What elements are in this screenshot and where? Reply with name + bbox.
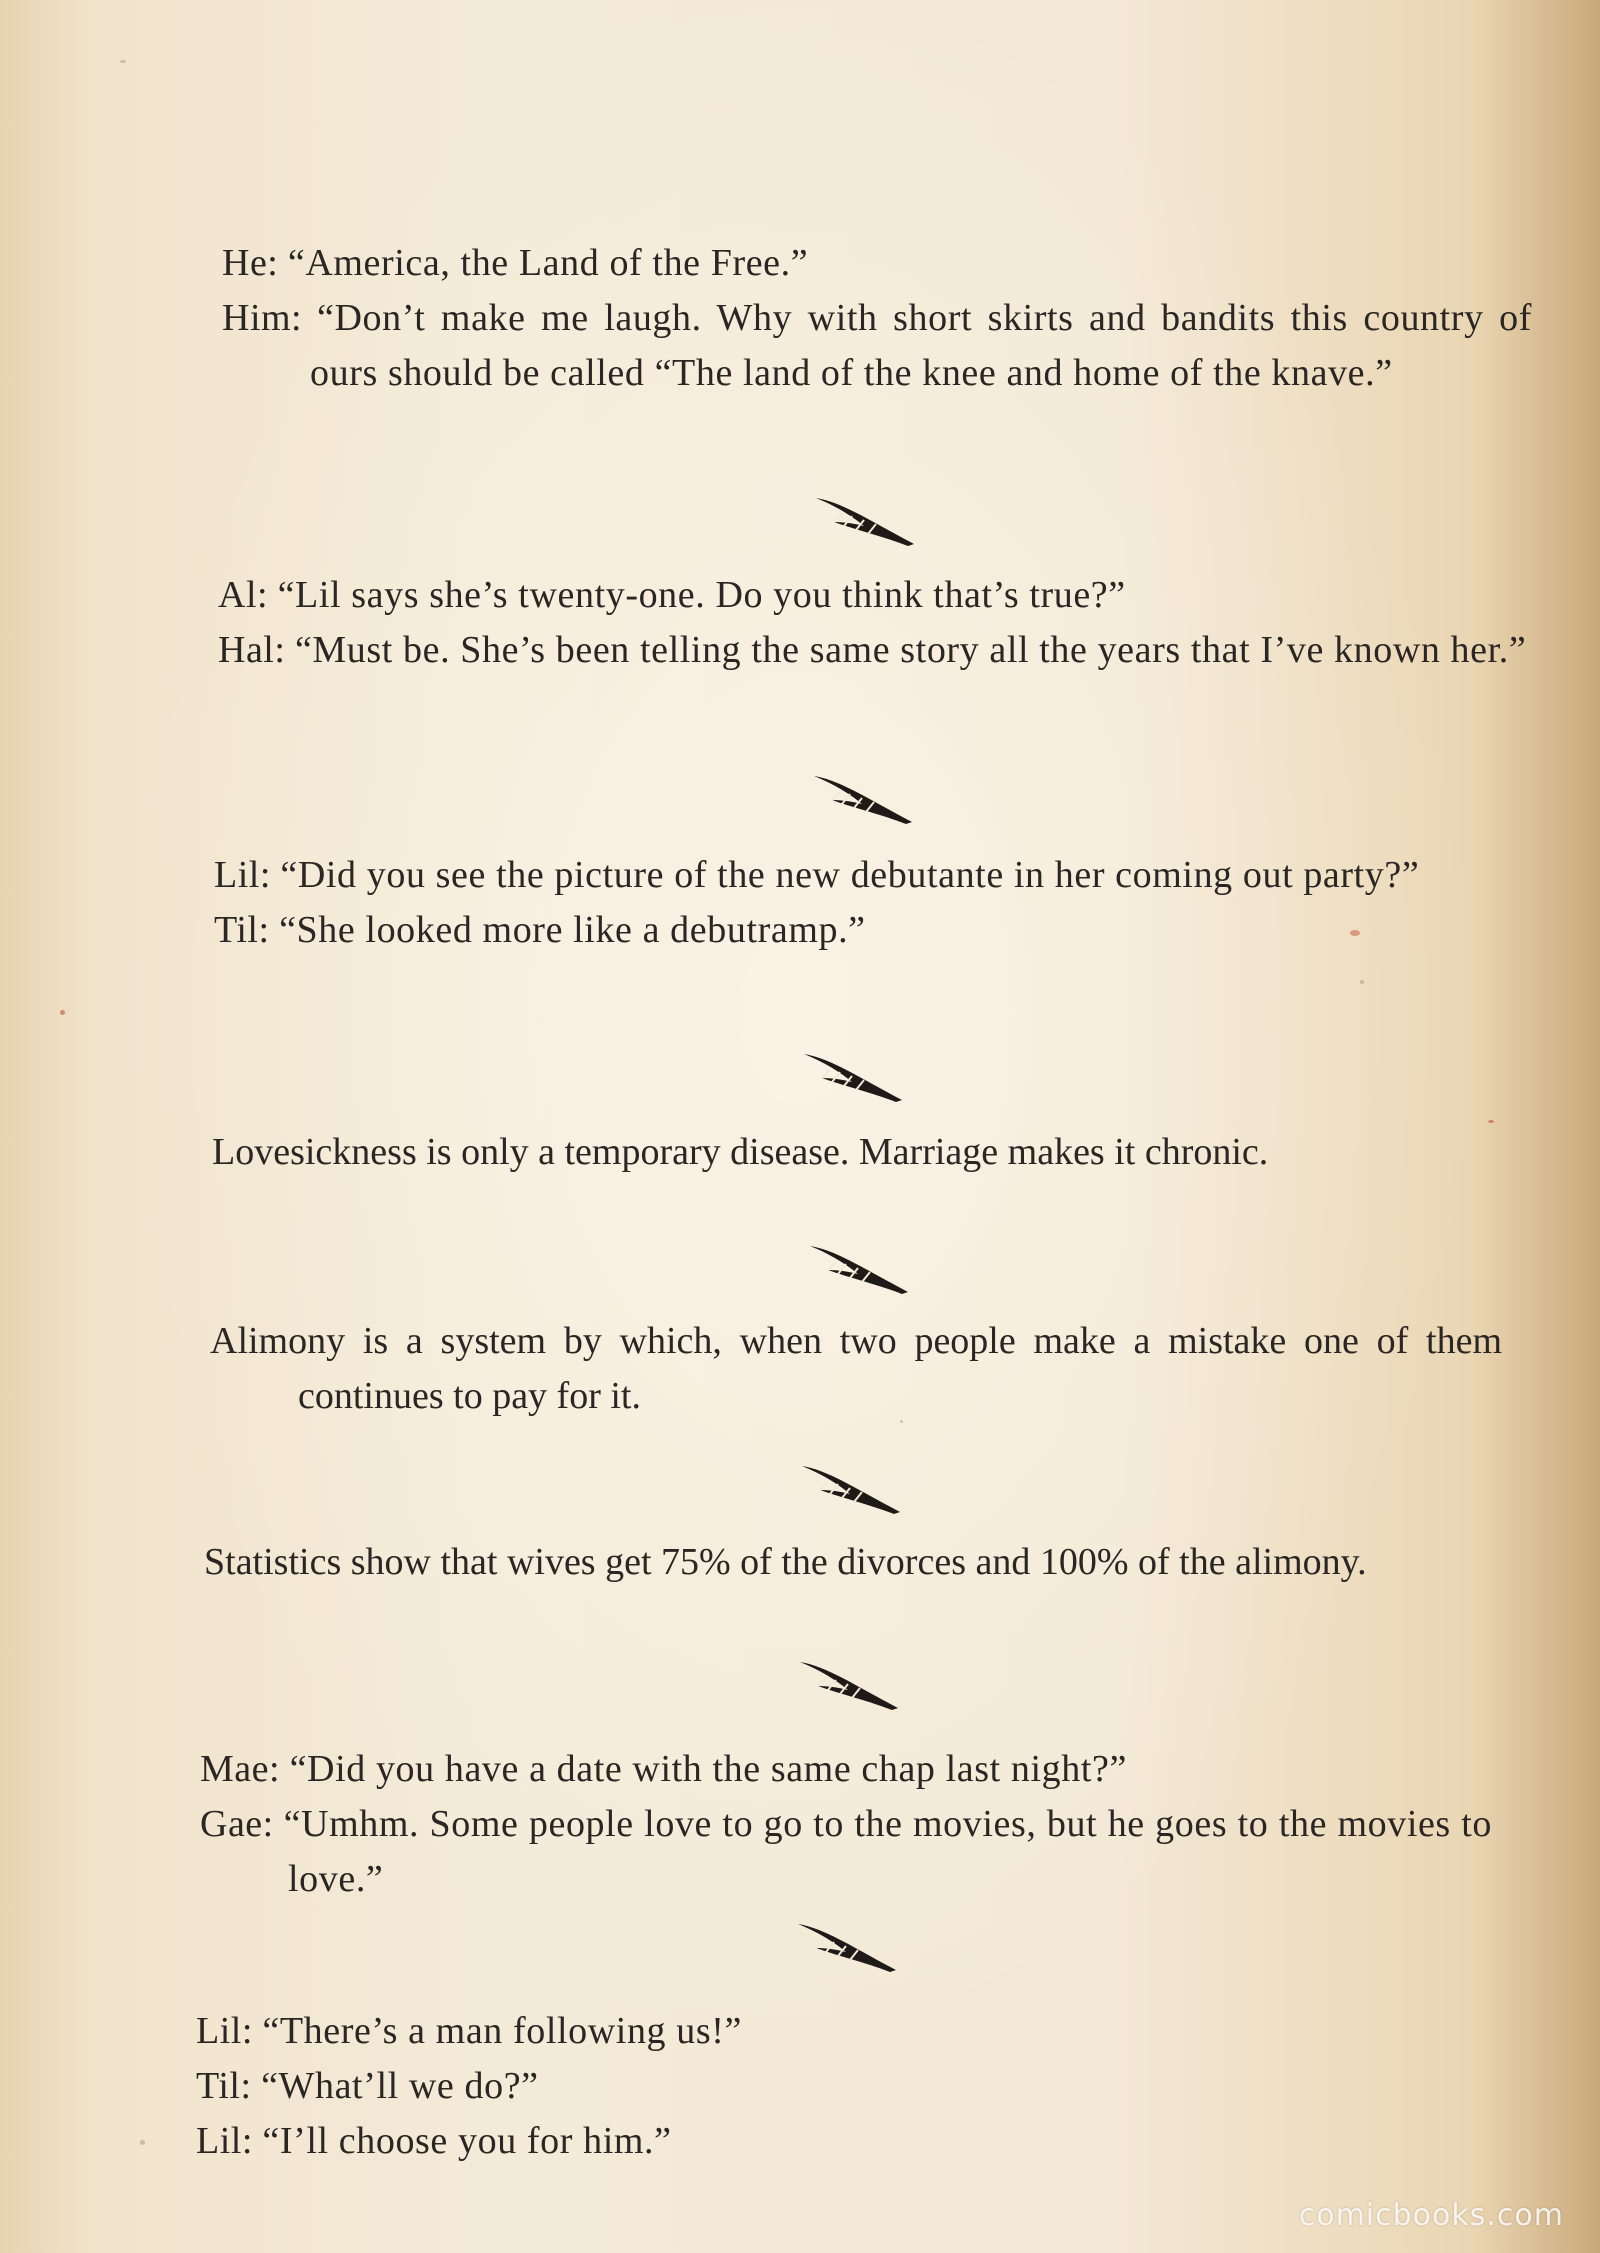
speaker-name: He: — [222, 242, 279, 284]
paragraph-text: Statistics show that wives get 75% of the divorces and 100% of the alimony. — [204, 1541, 1367, 1583]
speaker-name: Til: — [196, 2065, 252, 2107]
paragraph-text: Lovesickness is only a temporary disease. Marriage makes it chronic. — [212, 1131, 1269, 1173]
dialogue-line — [200, 1797, 1492, 1907]
dialogue-line — [222, 236, 1532, 291]
speaker-name: Lil: — [196, 2010, 253, 2052]
dialogue-line — [196, 2004, 1492, 2059]
quill-flourish-icon — [810, 770, 920, 830]
speaker-name: Him: — [222, 297, 303, 339]
quill-flourish-icon — [794, 1918, 904, 1978]
dialogue-text: “Must be. She’s been telling the same story all the years that I’ve known her.” — [294, 629, 1527, 671]
dialogue-line — [222, 291, 1532, 401]
quill-flourish-icon — [796, 1656, 906, 1716]
dialogue-line — [218, 623, 1528, 678]
speaker-name: Lil: — [196, 2120, 253, 2162]
paper-speck — [140, 2140, 145, 2145]
speaker-name: Lil: — [214, 854, 271, 896]
dialogue-line — [200, 1742, 1492, 1797]
paper-speck — [1488, 1120, 1494, 1123]
dialogue-text: “I’ll choose you for him.” — [262, 2120, 672, 2162]
dialogue-text: “Lil says she’s twenty-one. Do you think that’s true?” — [277, 574, 1126, 616]
dialogue-text: “Did you have a date with the same chap last night?” — [289, 1748, 1127, 1790]
dialogue-text: “What’ll we do?” — [261, 2065, 539, 2107]
paragraph-text: Alimony is a system by which, when two people make a mistake one of them continues to pay for it. — [210, 1320, 1502, 1417]
dialogue-line — [196, 2059, 1492, 2114]
dialogue-line — [196, 2114, 1492, 2169]
joke-dialogue — [222, 236, 1532, 401]
joke-paragraph — [210, 1314, 1502, 1424]
speaker-name: Hal: — [218, 629, 286, 671]
paper-speck — [60, 1010, 65, 1015]
joke-paragraph — [204, 1535, 1502, 1590]
dialogue-text: “Umhm. Some people love to go to the movies, but he goes to the movies to love.” — [283, 1803, 1492, 1900]
dialogue-text: “America, the Land of the Free.” — [287, 242, 809, 284]
dialogue-line — [214, 903, 1524, 958]
paper-speck — [120, 60, 126, 63]
dialogue-text: “Did you see the picture of the new debutante in her coming out party?” — [280, 854, 1420, 896]
joke-dialogue — [200, 1742, 1492, 1907]
dialogue-text: “There’s a man following us!” — [262, 2010, 742, 2052]
speaker-name: Til: — [214, 909, 270, 951]
joke-dialogue — [196, 2004, 1492, 2169]
joke-dialogue — [214, 848, 1524, 958]
dialogue-text: “She looked more like a debutramp.” — [279, 909, 866, 951]
quill-flourish-icon — [800, 1048, 910, 1108]
speaker-name: Mae: — [200, 1748, 281, 1790]
speaker-name: Al: — [218, 574, 269, 616]
dialogue-line — [214, 848, 1524, 903]
quill-flourish-icon — [806, 1240, 916, 1300]
dialogue-text: “Don’t make me laugh. Why with short skirts and bandits this country of ours should be called “The land of the knee and home of the knave.” — [310, 297, 1532, 394]
site-watermark: comicbooks.com — [1298, 2198, 1564, 2233]
quill-flourish-icon — [798, 1460, 908, 1520]
speaker-name: Gae: — [200, 1803, 274, 1845]
joke-dialogue — [218, 568, 1528, 678]
paper-speck — [1360, 980, 1364, 984]
dialogue-line — [218, 568, 1528, 623]
quill-flourish-icon — [812, 492, 922, 552]
joke-paragraph — [212, 1125, 1502, 1180]
